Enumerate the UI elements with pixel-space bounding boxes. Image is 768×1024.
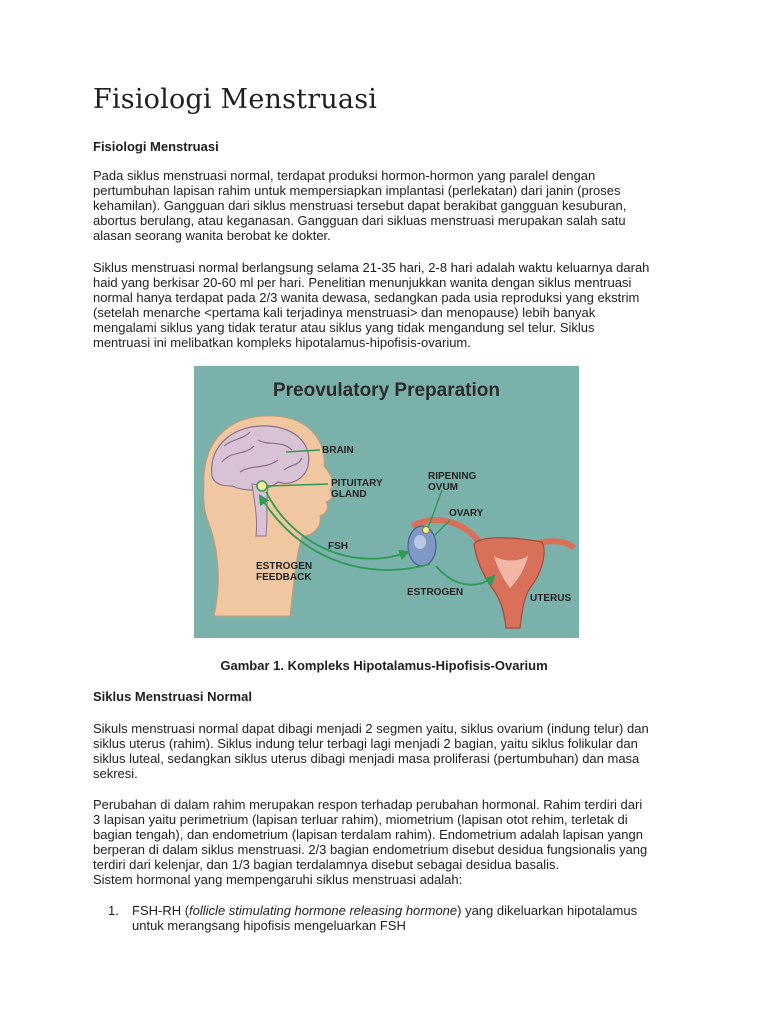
text-line: siklus uterus (rahim). Siklus indung telur terbagi lagi menjadi 2 bagian, yaitu siklus folikular dan [93,736,638,751]
list-text-suffix: ) yang dikeluarkan hipotalamus [457,903,638,918]
anatomy-illustration [194,366,579,638]
label-estrogen-feedback-line-2: FEEDBACK [256,572,312,583]
list-text-italic: follicle stimulating hormone releasing hormone [189,903,458,918]
text-line: 3 lapisan yaitu perimetrium (lapisan terluar rahim), miometrium (lapisan otot rehim, terletak di [93,812,628,827]
label-fsh: FSH [328,541,348,552]
list-text-prefix: FSH-RH ( [132,903,190,918]
intro-paragraph-1 [93,168,683,243]
text-line: kehamilan). Gangguan dari siklus menstruasi tersebut dapat berakibat gangguan kesuburan, [93,198,627,213]
preovulatory-figure [194,366,579,638]
text-line: Pada siklus menstruasi normal, terdapat produksi hormon-hormon yang paralel dengan [93,168,596,183]
text-line: Siklus menstruasi normal berlangsung selama 21-35 hari, 2-8 hari adalah waktu keluarnya darah [93,260,650,275]
pituitary-gland [257,481,267,491]
list-text-line-2: untuk merangsang hipofisis mengeluarkan FSH [132,918,406,933]
text-line: pertumbuhan lapisan rahim untuk mempersiapkan implantasi (perlekatan) dari janin (proses [93,183,621,198]
text-line: mengalami siklus yang tidak teratur atau siklus yang tidak mengandung sel telur. Siklus [93,320,595,335]
label-pituitary-line-1: PITUITARY [331,478,383,489]
section-heading: Siklus Menstruasi Normal [93,689,252,704]
label-ripening-line-1: RIPENING [428,471,477,482]
text-line: Sistem hormonal yang mempengaruhi siklus menstruasi adalah: [93,872,463,887]
document-subtitle: Fisiologi Menstruasi [93,139,219,154]
text-line: berperan di dalam siklus menstruasi. 2/3 bagian endometrium disebut desidua fungsionalis yang [93,842,648,857]
label-pituitary-line-2: GLAND [331,489,367,500]
document-title: Fisiologi Menstruasi [93,84,378,115]
intro-paragraph-2 [93,260,683,350]
text-line: siklus luteal, sedangkan siklus uterus dibagi menjadi masa proliferasi (pertumbuhan) dan masa [93,751,640,766]
text-line: abortus berulang, atau keganasan. Gangguan dari sikluas menstruasi merupakan salah satu [93,213,626,228]
text-line: Perubahan di dalam rahim merupakan respon terhadap perubahan hormonal. Rahim terdiri dari [93,797,643,812]
figure-title: Preovulatory Preparation [272,380,501,401]
text-line: (setelah menarche <pertama kali terjadinya menstruasi> dan menopause) lebih banyak [93,305,596,320]
text-line: sekresi. [93,766,138,781]
text-line: terdiri dari kelenjar, dan 1/3 bagian terdalamnya disebut sebagai desidua basalis. [93,857,560,872]
label-estrogen: ESTROGEN [407,587,464,598]
label-estrogen-feedback-line-1: ESTROGEN [256,561,313,572]
figure-caption: Gambar 1. Kompleks Hipotalamus-Hipofisis-Ovarium [220,658,548,673]
text-line: bagian tengah), dan endometrium (lapisan terdalam rahim). Endometrium adalah lapisan yangn [93,827,643,842]
text-line: mentruasi ini melibatkan kompleks hipotalamus-hipofisis-ovarium. [93,335,471,350]
label-brain: BRAIN [322,445,354,456]
section-paragraph-1 [93,721,683,781]
text-line: haid yang berkisar 20-60 ml per hari. Penelitian menunjukkan wanita dengan siklus mentruasi [93,275,632,290]
list-number: 1. [108,903,119,918]
text-line: normal hanya terdapat pada 2/3 wanita dewasa, sedangkan pada usia reproduksi yang ekstrim [93,290,640,305]
label-uterus: UTERUS [530,593,572,604]
label-ovary: OVARY [449,508,484,519]
list-body [132,903,672,933]
section-paragraph-2 [93,797,683,887]
text-line: alasan seorang wanita berobat ke dokter. [93,228,331,243]
text-line: Sikuls menstruasi normal dapat dibagi menjadi 2 segmen yaitu, siklus ovarium (indung telur) dan [93,721,649,736]
label-ripening-line-2: OVUM [428,482,458,493]
